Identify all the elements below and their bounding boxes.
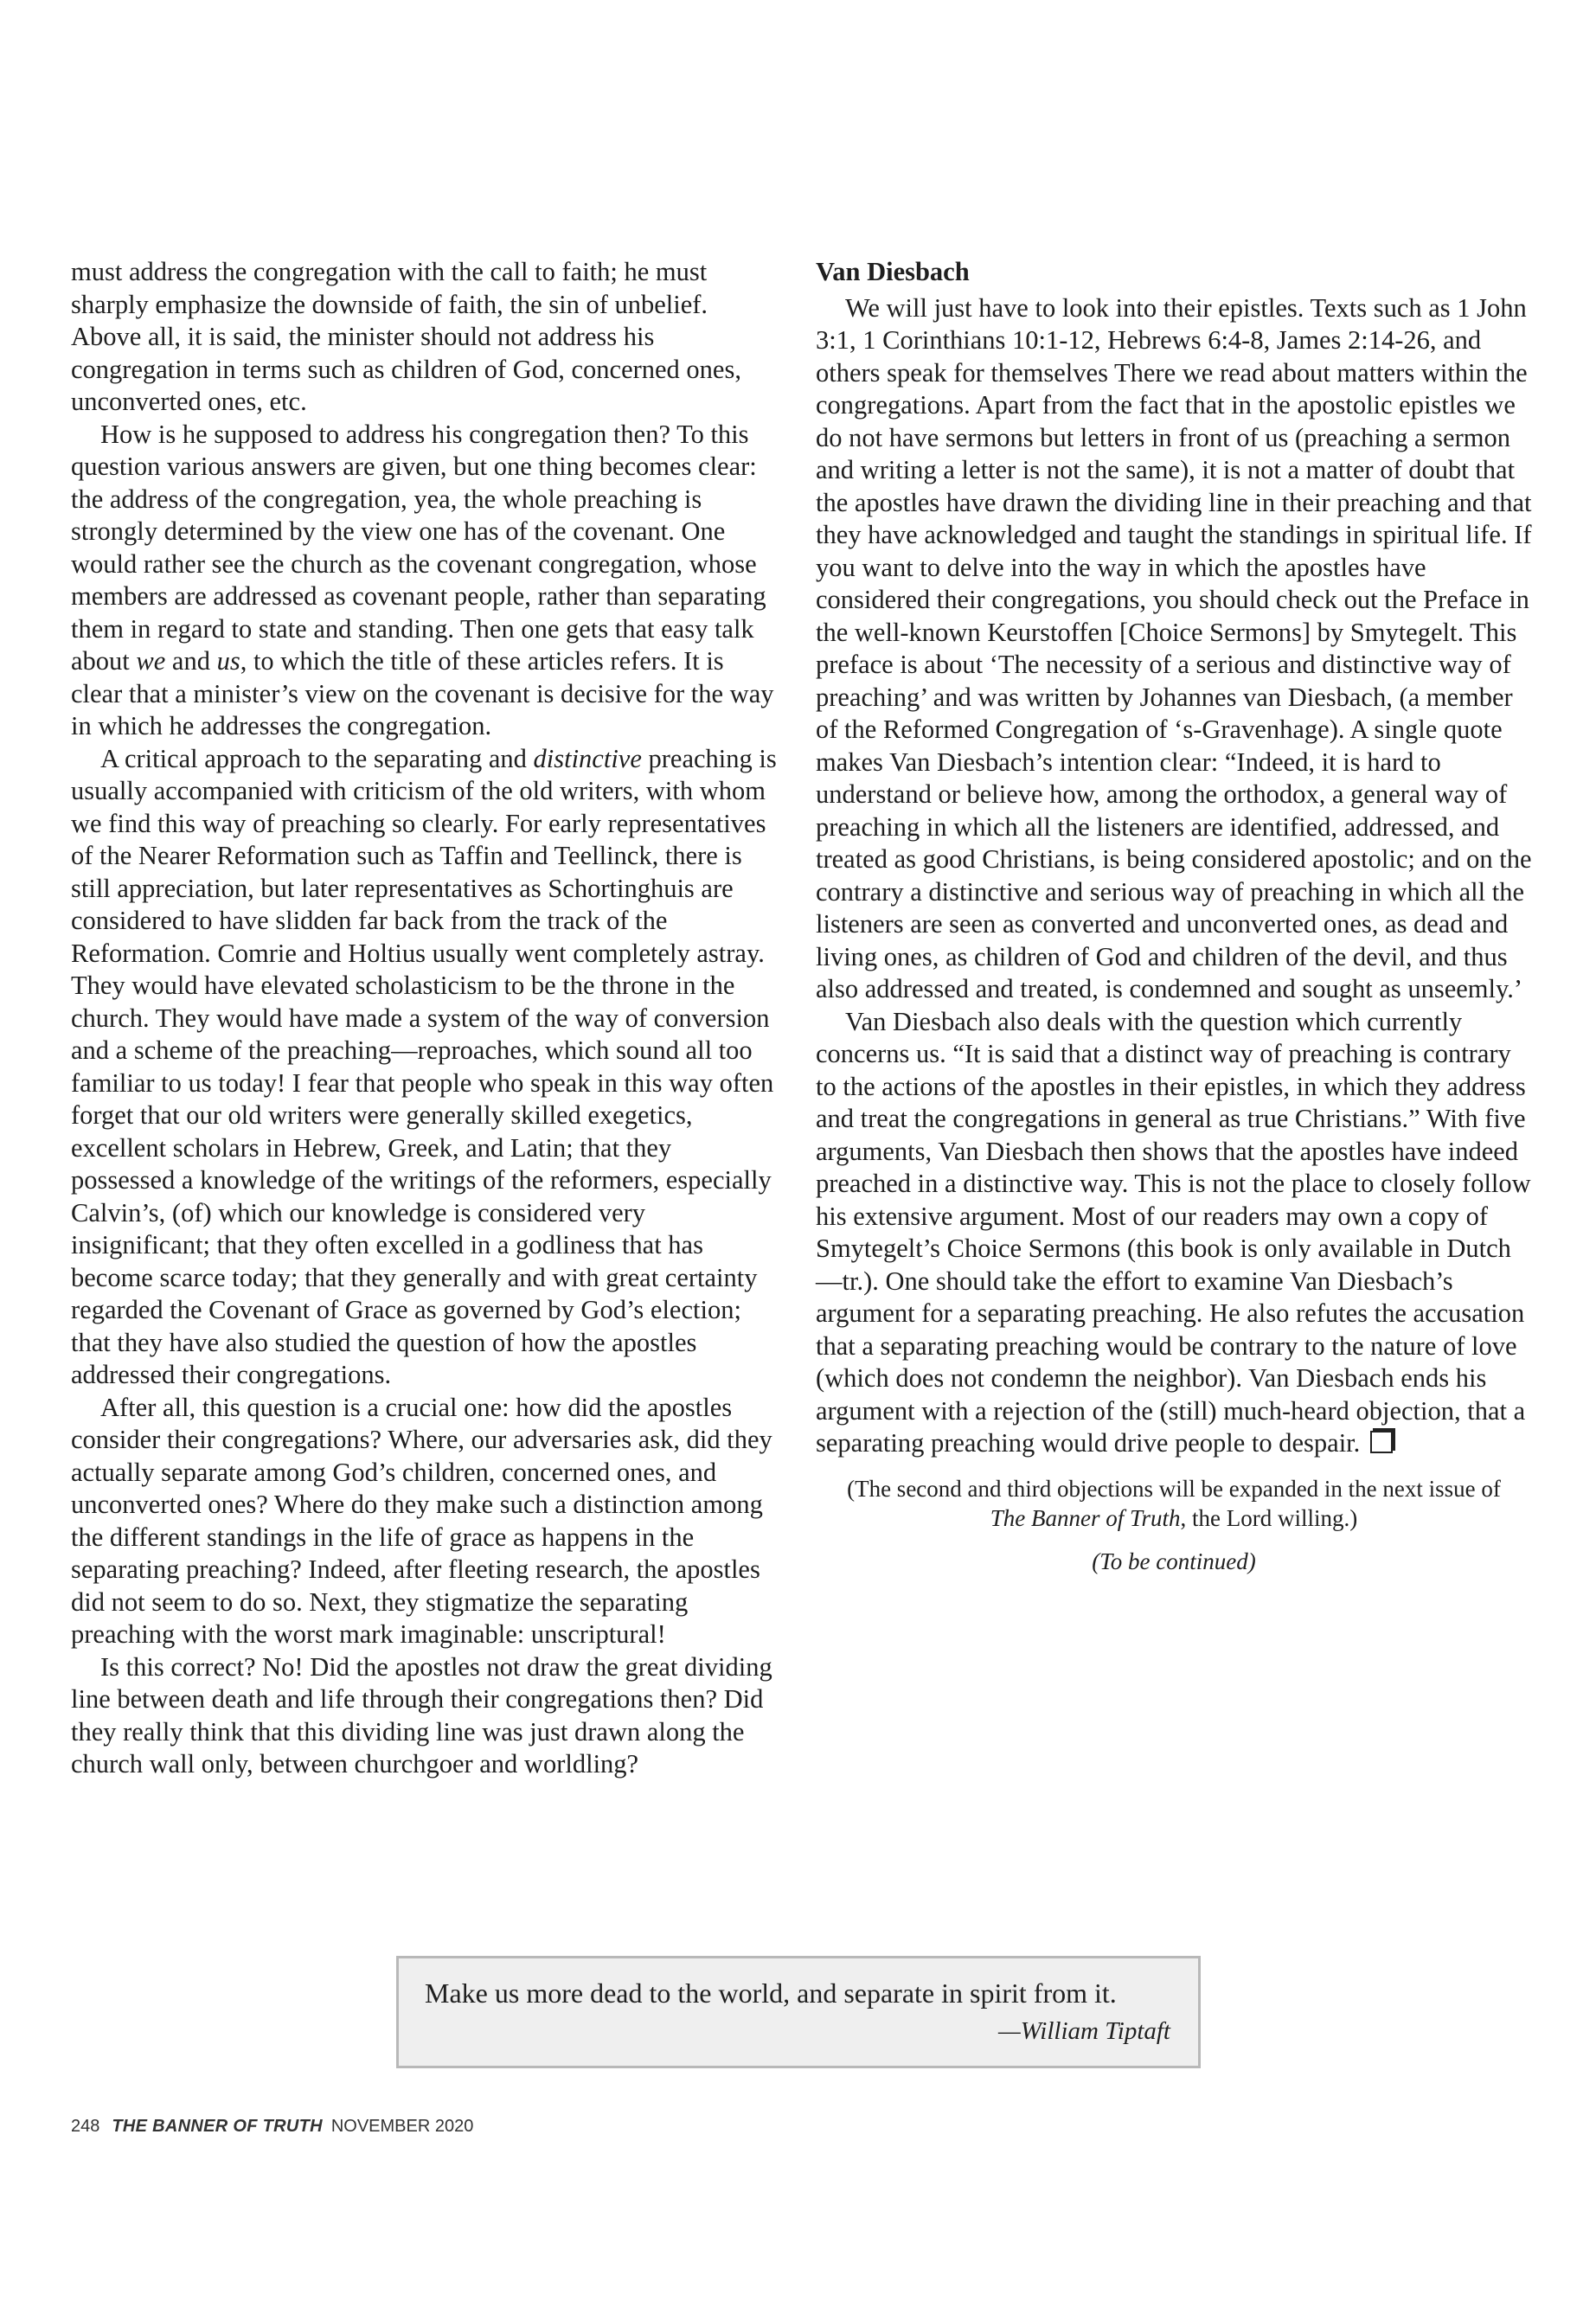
- pull-quote-text: Make us more dead to the world, and separate in spirit from it.: [425, 1977, 1117, 2009]
- left-paragraph-5: Is this correct? No! Did the apostles not draw the great dividing line between death and life through their congregations then? Did they really think that this dividing line was just drawn along the church wall only, between churchgoer and worldling?: [71, 1651, 772, 1779]
- left-column: [71, 256, 780, 1781]
- emphasis-us: us: [216, 646, 240, 676]
- pull-quote-author: —William Tiptaft: [997, 2017, 1170, 2045]
- left-paragraph-4: After all, this question is a crucial one: how did the apostles consider their congregations? Where, our adversaries ask, did they actually separate among God’s children, concerned ones, and unconverted ones? Where do they make such a distinction among the different standings in the life of grace as happens in the separating preaching? Indeed, after fleeting research, the apostles did not seem to do so. Next, they stigmatize the separating preaching with the worst mark imaginable: unscriptural!: [71, 1392, 772, 1649]
- section-heading: Van Diesbach: [816, 257, 970, 286]
- publication-title: The Banner of Truth: [990, 1504, 1181, 1531]
- left-paragraph-1: must address the congregation with the call to faith; he must sharply emphasize the downside of faith, the sin of unbelief. Above all, it is said, the minister should not address his congregation in terms such as children of God, concerned ones, unconverted ones, etc.: [71, 257, 741, 416]
- left-paragraph-2: How is he supposed to address his congregation then? To this question various answers are given, but one thing becomes clear: the address of the congregation, yea, the whole preaching is strongly determined by the view one has of the covenant. One would rather see the church as the covenant congregation, whose members are addressed as covenant people, rather than separating them in regard to state and standing. Then one gets that easy talk about we and us, to which the title of these articles refers. It is clear that a minister’s view on the covenant is decisive for the way in which he addresses the congregation.: [71, 419, 774, 740]
- footer-publication: THE BANNER OF TRUTH: [112, 2117, 323, 2136]
- page-footer: [71, 2117, 473, 2137]
- left-paragraph-3: A critical approach to the separating and distinctive preaching is usually accompanied with criticism of the old writers, with whom we find this way of preaching so clearly. For early representatives of the Nearer Reformation such as Taffin and Teellinck, there is still appreciation, but later representatives as Schortinghuis are considered to have slidden far back from the track of the Reformation. Comrie and Holtius usually went completely astray. They would have elevated scholasticism to be the throne in the church. They would have made a system of the way of conversion and a scheme of the preaching—reproaches, which sound all too familiar to us today! I fear that people who speak in this way often forget that our old writers were generally skilled exegetics, excellent scholars in Hebrew, Greek, and Latin; that they possessed a knowledge of the writings of the reformers, especially Calvin’s, (of) which our knowledge is considered very insignificant; that they often excelled in a godliness that has become scarce today; that they generally and with great certainty regarded the Covenant of Grace as governed by God’s election; that they have also studied the question of how the apostles addressed their congregations.: [71, 743, 777, 1389]
- end-of-article-icon: [1370, 1431, 1393, 1453]
- emphasis-we: we: [136, 646, 166, 676]
- page-number: 248: [71, 2117, 100, 2136]
- pull-quote-box: [396, 1956, 1201, 2068]
- right-paragraph-2: Van Diesbach also deals with the question which currently concerns us. “It is said that a distinct way of preaching is contrary to the actions of the apostles in their epistles, in which they address and treat the congregations in general as true Christians.” With five arguments, Van Diesbach then shows that the apostles have indeed preached in a distinctive way. This is not the place to closely follow his extensive argument. Most of our readers may own a copy of Smytegelt’s Choice Sermons (this book is only available in Dutch—tr.). One should take the effort to examine Van Diesbach’s argument for a separating preaching. He also refutes the accusation that a separating preaching would be contrary to the nature of love (which does not condemn the neighbor). Van Diesbach ends his argument with a rejection of the (still) much-heard objection, that a separating preaching would drive people to despair.: [816, 1006, 1531, 1458]
- editor-note: (The second and third objections will be expanded in the next issue of The Banner of Truth, the Lord willing.): [847, 1475, 1501, 1531]
- right-column: [816, 256, 1532, 1576]
- footer-date: NOVEMBER 2020: [330, 2117, 474, 2136]
- emphasis-distinctive: distinctive: [533, 743, 642, 773]
- to-be-continued: (To be continued): [1092, 1548, 1256, 1574]
- right-paragraph-1: We will just have to look into their epistles. Texts such as 1 John 3:1, 1 Corinthians 10:1-12, Hebrews 6:4-8, James 2:14-26, and others speak for themselves There we read about matters within the congregations. Apart from the fact that in the apostolic epistles we do not have sermons but letters in front of us (preaching a sermon and writing a letter is not the same), it is not a matter of doubt that the apostles have drawn the dividing line in their preaching and that they have acknowledged and taught the standings in spiritual life. If you want to delve into the way in which the apostles have considered their congregations, you should check out the Preface in the well-known Keurstoffen [Choice Sermons] by Smytegelt. This preface is about ‘The necessity of a serious and distinctive way of preaching’ and was written by Johannes van Diesbach, (a member of the Reformed Congregation of ‘s-Gravenhage). A single quote makes Van Diesbach’s intention clear: “Indeed, it is hard to understand or believe how, among the orthodox, a general way of preaching in which all the listeners are identified, addressed, and treated as good Christians, is being considered apostolic; and on the contrary a distinctive and serious way of preaching in which all the listeners are seen as converted and unconverted ones, as dead and living ones, as children of God and children of the devil, and thus also addressed and treated, is condemned and sought as unseemly.’: [816, 292, 1532, 1003]
